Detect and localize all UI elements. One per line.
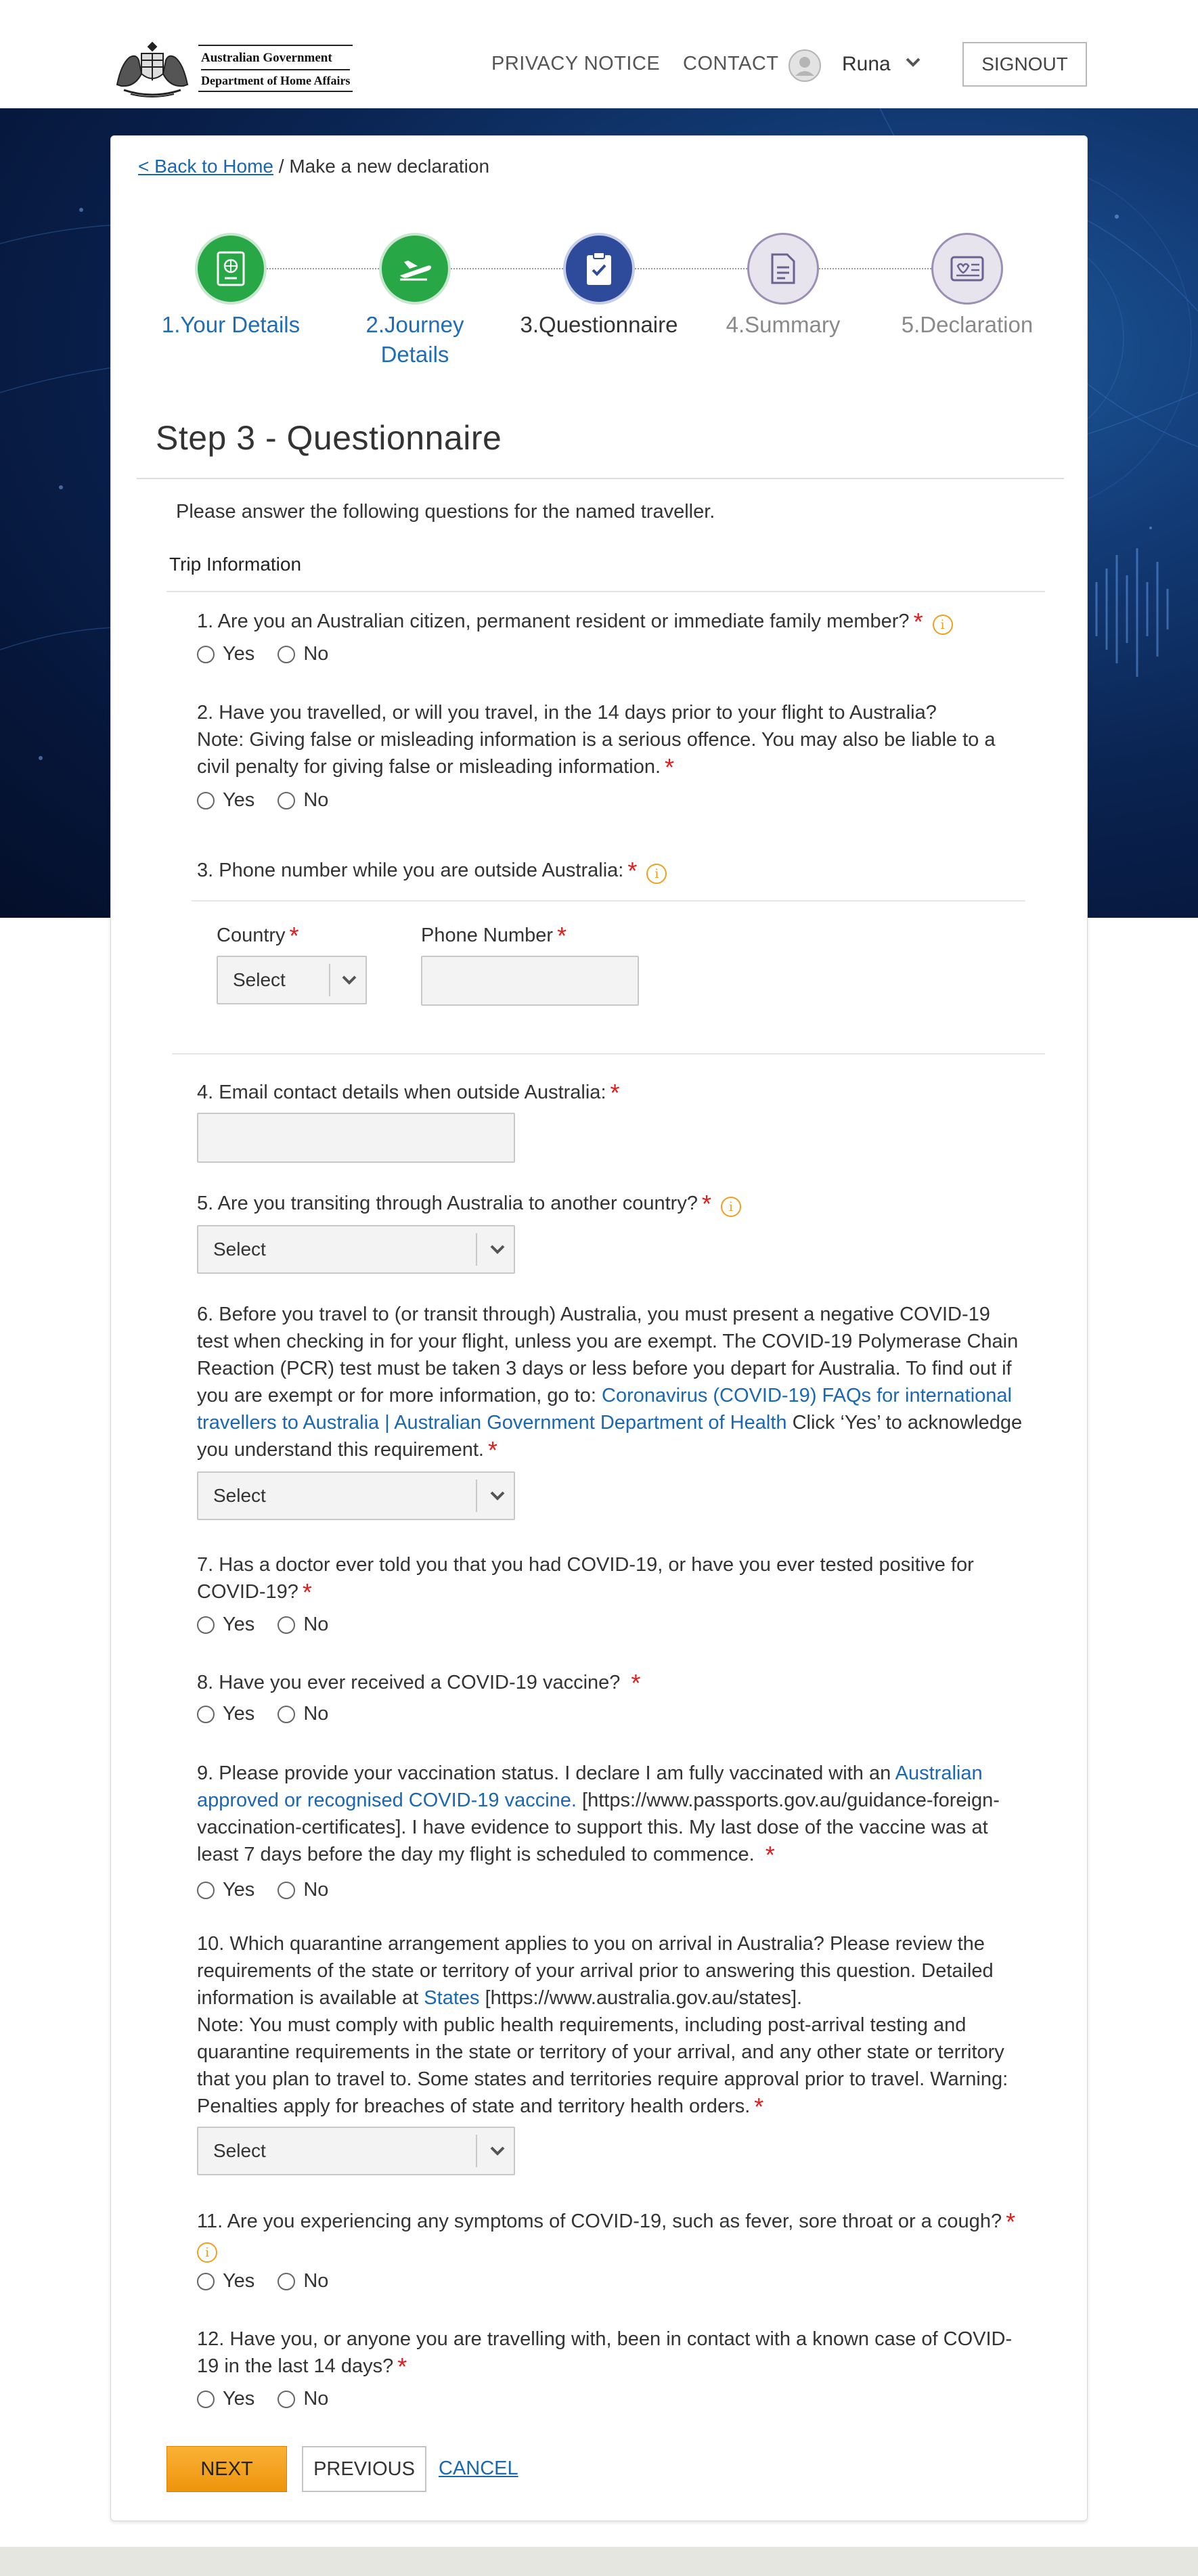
quarantine-select-value: Select [213,2140,266,2161]
cancel-link[interactable]: CANCEL [439,2458,518,2479]
info-icon[interactable]: i [646,864,667,884]
required-marker: * [631,1669,641,1697]
no-label[interactable]: No [303,2388,329,2410]
passport-icon [215,251,246,286]
chevron-down-icon [488,2143,507,2159]
yes-label[interactable]: Yes [223,2388,255,2410]
page-title: Step 3 - Questionnaire [156,419,502,457]
email-input[interactable] [197,1113,515,1163]
chevron-down-icon [488,1488,507,1504]
yes-label[interactable]: Yes [223,1703,255,1725]
question-2-options [197,789,351,812]
step-4-label[interactable]: 4.Summary [726,312,841,337]
stepper-connector [635,268,747,269]
question-8-yes-radio[interactable] [197,1706,215,1723]
nav-contact[interactable]: CONTACT [683,53,779,74]
required-marker: * [765,1841,775,1869]
question-7-text: 7. Has a doctor ever told you that you had COVID-19, or have you ever tested positive for COVID-19? [197,1554,974,1603]
step-2-journey-details[interactable] [379,233,451,305]
question-10-text-end: [https://www.australia.gov.au/states]. [479,1987,803,2009]
question-8-options [197,1703,351,1725]
step-3-label[interactable]: 3.Questionnaire [520,312,678,337]
question-5-text: 5. Are you transiting through Australia to another country? [197,1193,698,1214]
site-header [0,0,1198,108]
breadcrumb [138,156,489,177]
question-6 [197,1301,1023,1464]
logo-text [198,45,353,92]
question-3-bottom-divider [172,1053,1045,1054]
question-10-text: 10. Which quarantine arrangement applies to you on arrival in Australia? Please review the requirements of the state or territory of your arrival prior to answering this question. Detailed information is available at [197,1933,994,2009]
info-icon[interactable]: i [721,1197,741,1217]
step-1-label[interactable]: 1.Your Details [161,312,301,337]
country-select[interactable] [217,956,367,1004]
phone-number-label [421,922,567,950]
question-11-yes-radio[interactable] [197,2273,215,2290]
required-marker: * [302,1578,312,1606]
yes-label[interactable]: Yes [223,2270,255,2292]
required-marker: * [289,922,299,950]
gov-logo[interactable] [110,37,361,100]
question-10 [197,1930,1023,2120]
required-marker: * [701,1190,711,1218]
question-2-text: 2. Have you travelled, or will you travel, in the 14 days prior to your flight to Australia? [197,702,937,724]
no-label[interactable]: No [303,1879,329,1901]
required-marker: * [610,1079,620,1107]
question-2-yes-radio[interactable] [197,792,215,809]
question-12-no-radio[interactable] [278,2391,295,2408]
user-avatar-icon[interactable] [788,49,822,83]
question-11-options [197,2270,351,2292]
country-select-value: Select [233,969,286,990]
section-divider [167,591,1045,592]
question-1-yes-radio[interactable] [197,646,215,663]
question-11 [197,2208,1023,2263]
required-marker: * [913,608,923,636]
question-9-text-end: [https://www.passports.gov.au/guidance-foreign-vaccination-certificates]. I have evidence to support this. My last dose of the vaccine was at least 7 days before the day my flight is scheduled to commence. [197,1790,1000,1865]
yes-label[interactable]: Yes [223,789,255,811]
step-5-label[interactable]: 5.Declaration [901,312,1034,337]
user-name[interactable]: Runa [842,53,891,75]
question-1-text: 1. Are you an Australian citizen, permanent resident or immediate family member? [197,610,910,632]
stepper-connector [451,268,563,269]
required-marker: * [397,2353,407,2380]
chevron-down-icon [488,1241,507,1258]
question-3-text: 3. Phone number while you are outside Australia: [197,860,624,881]
back-to-home-link[interactable]: < Back to Home [138,156,273,177]
step-1-your-details[interactable] [195,233,267,305]
question-7-no-radio[interactable] [278,1616,295,1634]
logo-line-government: Australian Government [201,50,350,70]
question-8-no-radio[interactable] [278,1706,295,1723]
question-12-yes-radio[interactable] [197,2391,215,2408]
no-label[interactable]: No [303,643,329,665]
no-label[interactable]: No [303,1614,329,1635]
required-marker: * [557,922,567,950]
transiting-select-value: Select [213,1239,266,1260]
question-5 [197,1190,1023,1218]
breadcrumb-separator: / [273,156,290,177]
approved-vaccine-link[interactable]: Australian approved or recognised COVID-19 vaccine. [197,1762,983,1811]
country-label [217,922,299,950]
id-card-icon [950,255,985,282]
question-11-no-radio[interactable] [278,2273,295,2290]
step-4-summary[interactable] [747,233,819,305]
yes-label[interactable]: Yes [223,1879,255,1901]
section-heading: Trip Information [169,554,302,575]
select-divider [329,964,330,996]
question-9-yes-radio[interactable] [197,1882,215,1899]
next-button[interactable]: NEXT [167,2446,287,2492]
pcr-test-select-value: Select [213,1485,266,1506]
yes-label[interactable]: Yes [223,1614,255,1635]
required-marker: * [665,753,675,781]
previous-button[interactable]: PREVIOUS [302,2446,426,2492]
country-label-text: Country [217,925,286,946]
clipboard-icon [585,251,613,286]
question-6-text: 6. Before you travel to (or transit through) Australia, you must present a negative COVID-19 test when checking in for your flight, unless you are exempt. The COVID-19 Polymerase Chain Reaction (PCR) test must be taken 3 days or less before you depart for Australia. To find out if you are exempt or for more information, go to: [197,1304,1019,1406]
chevron-down-icon[interactable] [904,54,923,70]
stepper-connector [819,268,931,269]
question-3 [197,857,1023,885]
question-2-note: Note: Giving false or misleading information is a serious offence. You may also be liable to a civil penalty for giving false or misleading information. [197,729,996,778]
question-8 [197,1669,1023,1697]
question-11-text: 11. Are you experiencing any symptoms of COVID-19, such as fever, sore throat or a cough? [197,2211,1002,2232]
no-label[interactable]: No [303,2270,329,2292]
question-2-no-radio[interactable] [278,792,295,809]
title-divider [137,478,1064,479]
required-marker: * [754,2093,764,2120]
chevron-down-icon [340,972,359,988]
question-6-text-end: Click ‘Yes’ to acknowledge you understand this requirement. [197,1412,1023,1461]
question-1-options [197,643,351,665]
nav-privacy-notice[interactable]: PRIVACY NOTICE [491,53,661,74]
breadcrumb-current: Make a new declaration [289,156,490,177]
question-1-no-radio[interactable] [278,646,295,663]
transiting-select[interactable] [197,1225,515,1274]
question-3-divider [192,900,1025,902]
select-divider [476,2135,477,2167]
question-8-text: 8. Have you ever received a COVID-19 vaccine? [197,1672,621,1693]
info-icon[interactable]: i [197,2242,217,2263]
question-10-note: Note: You must comply with public health requirements, including post-arrival testing and quarantine requirements in the state or territory of your arrival, and any other state or territory that you plan to travel to. Some states and territories require approval prior to travel. Warning: Penalties apply for breaches of state and territory health orders. [197,2014,1008,2117]
no-label[interactable]: No [303,789,329,811]
question-9-no-radio[interactable] [278,1882,295,1899]
no-label[interactable]: No [303,1703,329,1725]
question-7 [197,1551,1023,1606]
question-12 [197,2326,1023,2380]
question-4 [197,1079,1023,1107]
question-9 [197,1760,1023,1869]
pcr-test-select[interactable] [197,1471,515,1520]
covid-faq-link[interactable]: Coronavirus (COVID-19) FAQs for international travellers to Australia | Australian Government Department of Health [197,1385,1012,1434]
step-3-questionnaire[interactable] [563,233,635,305]
question-1 [197,608,1023,636]
step-2-label[interactable]: 2.Journey Details [365,312,464,367]
coat-of-arms-icon [110,37,194,99]
info-icon[interactable]: i [933,615,953,635]
question-2 [197,699,1023,781]
intro-text: Please answer the following questions for the named traveller. [176,501,715,523]
question-4-text: 4. Email contact details when outside Australia: [197,1082,606,1103]
states-link[interactable]: States [424,1987,480,2009]
signout-button[interactable]: SIGNOUT [962,42,1087,87]
required-marker: * [1006,2208,1016,2236]
question-7-options [197,1614,351,1636]
required-marker: * [627,857,638,885]
question-12-options [197,2388,351,2410]
logo-line-department: Department of Home Affairs [201,74,351,87]
yes-label[interactable]: Yes [223,643,255,665]
required-marker: * [487,1436,497,1464]
step-5-declaration[interactable] [931,233,1003,305]
question-7-yes-radio[interactable] [197,1616,215,1634]
question-12-text: 12. Have you, or anyone you are travelling with, been in contact with a known case of COVID-19 in the last 14 days? [197,2328,1013,2377]
select-divider [476,1480,477,1512]
phone-number-input[interactable] [421,956,639,1006]
question-9-text: 9. Please provide your vaccination status. I declare I am fully vaccinated with an [197,1762,895,1784]
phone-number-label-text: Phone Number [421,925,554,946]
plane-icon [397,255,432,282]
stepper-connector [267,268,379,269]
quarantine-select[interactable] [197,2127,515,2175]
footer-strip [0,2547,1198,2576]
document-icon [770,252,796,285]
question-9-options [197,1879,351,1901]
select-divider [476,1233,477,1266]
